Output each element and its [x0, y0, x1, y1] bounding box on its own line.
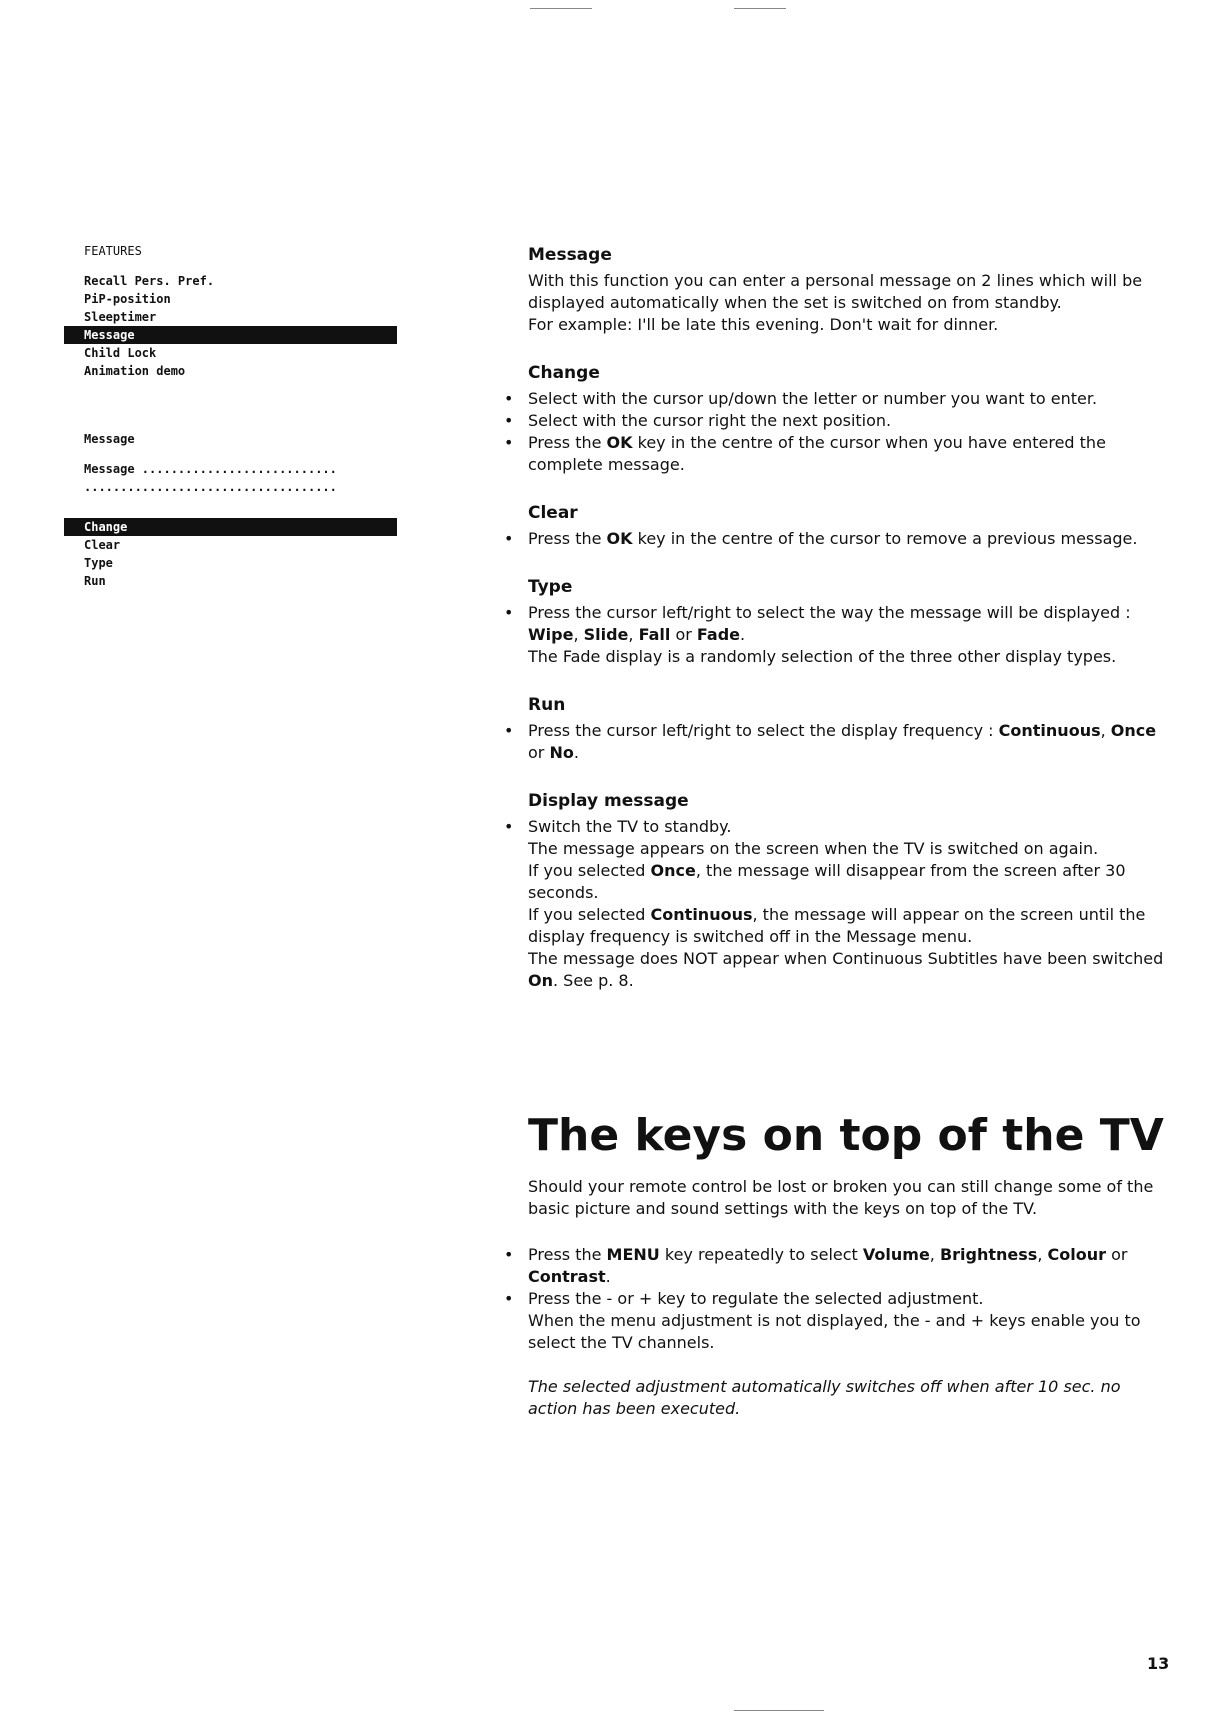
display-l3-pre: If you selected [528, 905, 651, 924]
keys-title: The keys on top of the TV [528, 1110, 1164, 1161]
heading-change: Change [528, 363, 600, 383]
change-b3-post: key in the centre of the cursor when you have entered the complete message. [528, 433, 1106, 474]
section-display-message [528, 790, 1168, 992]
keys-opt-volume: Volume [862, 1245, 930, 1264]
type-b1-text: Press the cursor left/right to select the way the message will be displayed : [528, 603, 1131, 622]
scan-mark [530, 8, 592, 9]
run-b1-pre: Press the cursor left/right to select the display frequency : [528, 721, 999, 740]
run-bullet-1: • Press the cursor left/right to select the display frequency : Continuous, Once or No. [528, 720, 1168, 764]
run-opt-once: Once [1110, 721, 1157, 740]
keys-opt-brightness: Brightness [939, 1245, 1038, 1264]
menu-item-run[interactable]: Run [84, 574, 106, 588]
keys-opt-colour: Colour [1047, 1245, 1106, 1264]
menu-item-child-lock[interactable]: Child Lock [84, 346, 157, 360]
menu-item-sleeptimer[interactable]: Sleeptimer [84, 310, 157, 324]
menu-item-type[interactable]: Type [84, 556, 113, 570]
display-l3-key: Continuous [650, 905, 753, 924]
type-opt-slide: Slide [583, 625, 629, 644]
clear-b1-post: key in the centre of the cursor to remove a previous message. [632, 529, 1138, 548]
message-text-1: With this function you can enter a personal message on 2 lines which will be displayed automatically when the set is switched on from standby. [528, 271, 1143, 312]
display-line-3 [528, 904, 1168, 948]
display-l2-pre: If you selected [528, 861, 651, 880]
section-message [528, 244, 1168, 336]
menu-item-animation-demo[interactable]: Animation demo [84, 364, 186, 378]
keys-b1-pre: Press the [528, 1245, 607, 1264]
menu-key: MENU [606, 1245, 660, 1264]
type-opt-fade: Fade [696, 625, 740, 644]
keys-section [528, 1176, 1168, 1420]
menu-item-pip-position[interactable]: PiP-position [84, 292, 171, 306]
heading-message: Message [528, 245, 612, 265]
heading-display-message: Display message [528, 791, 689, 811]
type-or: or [675, 625, 692, 644]
display-bullet-1: • Switch the TV to standby. [528, 816, 1168, 838]
clear-bullet-1 [528, 528, 1168, 550]
keys-b1-mid: key repeatedly to select [659, 1245, 863, 1264]
display-line-2 [528, 860, 1168, 904]
display-line-1: The message appears on the screen when the TV is switched on again. [528, 839, 1099, 858]
clear-b1-pre: Press the [528, 529, 607, 548]
menu-item-recall[interactable]: Recall Pers. Pref. [84, 274, 215, 288]
message-line-2[interactable]: ................................... [84, 480, 337, 494]
type-opt-fall: Fall [638, 625, 671, 644]
instructions [528, 244, 1168, 1018]
change-bullet-2: • Select with the cursor right the next position. [528, 410, 1168, 432]
keys-b2-note: When the menu adjustment is not displayed, the - and + keys enable you to select the TV channels. [528, 1311, 1141, 1352]
display-line-4 [528, 948, 1168, 992]
menu-item-message-selected[interactable]: Message [64, 326, 397, 344]
keys-bullet-1: • Press the MENU key repeatedly to select Volume, Brightness, Colour or Contrast. [528, 1244, 1168, 1288]
type-note: The Fade display is a randomly selection of the three other display types. [528, 647, 1117, 666]
change-bullet-3 [528, 432, 1168, 476]
message-line-1[interactable]: Message ........................... [84, 462, 337, 476]
features-menu-title: FEATURES [84, 244, 142, 258]
keys-intro: Should your remote control be lost or broken you can still change some of the basic picture and sound settings with the keys on top of the TV. [528, 1177, 1154, 1218]
heading-clear: Clear [528, 503, 578, 523]
section-change [528, 362, 1168, 476]
ok-key: OK [606, 529, 633, 548]
scan-mark [734, 1710, 824, 1711]
scan-mark [734, 8, 786, 9]
keys-bullet-2: • Press the - or + key to regulate the selected adjustment. [528, 1288, 1168, 1310]
page-number: 13 [1147, 1654, 1170, 1673]
menu-item-clear[interactable]: Clear [84, 538, 121, 552]
change-b3-pre: Press the [528, 433, 607, 452]
display-l4-key: On [528, 971, 553, 990]
run-opt-continuous: Continuous [998, 721, 1101, 740]
display-l4-pre: The message does NOT appear when Continuous Subtitles have been switched [528, 949, 1164, 968]
keys-opt-contrast: Contrast [528, 1267, 606, 1286]
display-l2-key: Once [650, 861, 696, 880]
message-menu-title: Message [84, 432, 135, 446]
menu-item-change-selected[interactable]: Change [64, 518, 397, 536]
heading-type: Type [528, 577, 573, 597]
message-actions-menu [84, 518, 397, 590]
keys-or: or [1111, 1245, 1128, 1264]
type-bullet-1: • Press the cursor left/right to select the way the message will be displayed : Wipe, Slide, Fall or Fade. [528, 602, 1168, 646]
display-l4-post: . See p. 8. [553, 971, 634, 990]
message-text-2: For example: I'll be late this evening. Don't wait for dinner. [528, 315, 999, 334]
type-opt-wipe: Wipe [528, 625, 574, 644]
ok-key: OK [606, 433, 633, 452]
features-menu [84, 242, 397, 380]
keys-italic-note: The selected adjustment automatically switches off when after 10 sec. no action has been executed. [528, 1377, 1121, 1418]
heading-run: Run [528, 695, 566, 715]
run-or: or [528, 743, 545, 762]
display-l3-post: , the message will appear on the screen until the display frequency is switched off in the Message menu. [528, 905, 1146, 946]
run-opt-no: No [549, 743, 574, 762]
section-type [528, 576, 1168, 668]
section-run [528, 694, 1168, 764]
message-menu [84, 430, 337, 496]
section-clear [528, 502, 1168, 550]
display-l2-post: , the message will disappear from the screen after 30 seconds. [528, 861, 1126, 902]
change-bullet-1: • Select with the cursor up/down the letter or number you want to enter. [528, 388, 1168, 410]
